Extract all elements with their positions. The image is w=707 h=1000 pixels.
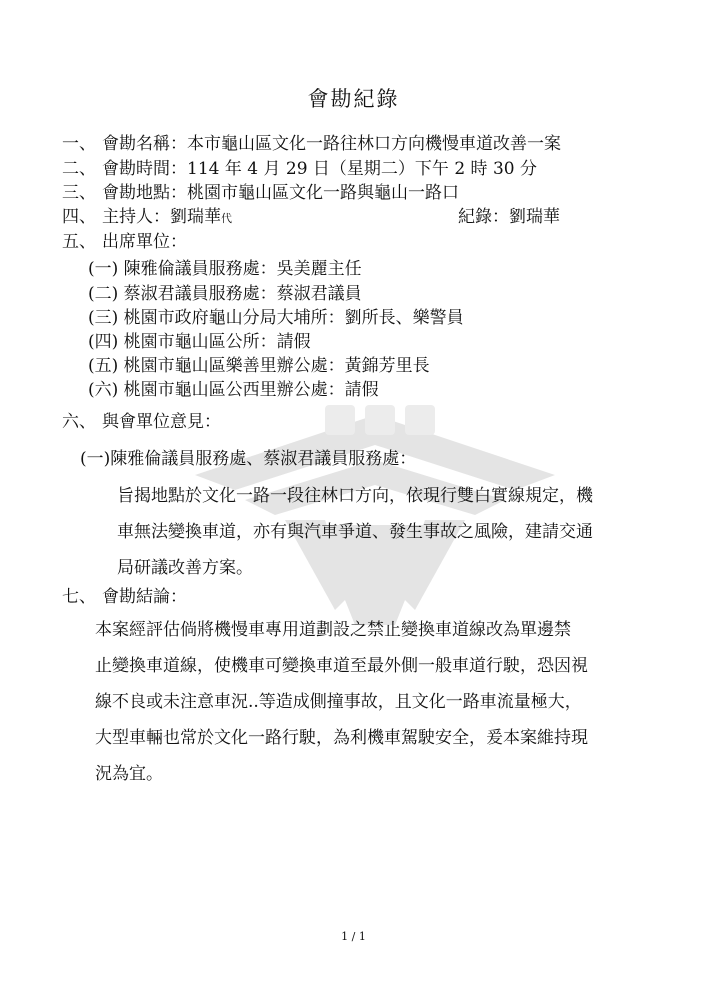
attendee-number: (三) xyxy=(88,308,119,328)
conclusion-line: 本案經評估倘將機慢車專用道劃設之禁止變換車道線改為單邊禁 xyxy=(95,620,571,640)
item-number: 七、 xyxy=(62,587,96,607)
attendee-number: (六) xyxy=(88,380,119,400)
item-number: 一、 xyxy=(62,134,96,154)
attendee-text: 桃園市龜山區樂善里辦公處：黃錦芳里長 xyxy=(123,356,430,376)
item-number: 五、 xyxy=(62,232,96,252)
opinion-line: 車無法變換車道，亦有與汽車爭道、發生事故之風險，建請交通 xyxy=(117,522,593,542)
attendee-number: (一) xyxy=(88,259,119,279)
attendee-item xyxy=(88,258,362,280)
item-number: 二、 xyxy=(62,159,96,179)
attendee-item xyxy=(88,307,464,329)
attendee-text: 桃園市龜山區公西里辦公處：請假 xyxy=(123,380,379,400)
item-meeting-location xyxy=(62,182,459,204)
opinion-body xyxy=(117,478,593,586)
recorder-label: 紀錄：劉瑞華 xyxy=(458,207,560,227)
opinion-line: 旨揭地點於文化一路一段往林口方向，依現行雙白實線規定，機 xyxy=(117,486,593,506)
attendee-number: (四) xyxy=(88,332,119,352)
item-meeting-time xyxy=(62,158,537,180)
attendee-item xyxy=(88,355,430,377)
attendee-item xyxy=(88,331,311,353)
item-opinions xyxy=(62,411,221,433)
page-title: 會勘紀錄 xyxy=(307,87,400,111)
item-text: 出席單位： xyxy=(102,232,187,252)
opinion-heading: (一)陳雅倫議員服務處、蔡淑君議員服務處： xyxy=(80,449,417,469)
attendee-text: 桃園市龜山區公所：請假 xyxy=(123,332,311,352)
conclusion-body xyxy=(95,612,588,792)
item-meeting-name xyxy=(62,133,561,155)
item-number: 三、 xyxy=(62,183,96,203)
conclusion-line: 大型車輛也常於文化一路行駛，為利機車駕駛安全，爰本案維持現 xyxy=(95,728,588,748)
item-host xyxy=(62,206,232,230)
item-text: 會勘名稱：本市龜山區文化一路往林口方向機慢車道改善一案 xyxy=(102,134,561,154)
item-text: 與會單位意見： xyxy=(102,412,221,432)
page-number: 1 / 1 xyxy=(341,930,366,943)
attendee-text: 桃園市政府龜山分局大埔所：劉所長、樂警員 xyxy=(123,308,464,328)
attendee-text: 陳雅倫議員服務處：吳美麗主任 xyxy=(123,259,362,279)
item-attendees xyxy=(62,231,187,253)
conclusion-line: 線不良或未注意車況..等造成側撞事故，且文化一路車流量極大， xyxy=(95,692,582,712)
conclusion-line: 止變換車道線，使機車可變換車道至最外側一般車道行駛，恐因視 xyxy=(95,656,588,676)
item-number: 四、 xyxy=(62,207,96,227)
attendee-number: (二) xyxy=(88,284,119,304)
host-label: 主持人：劉瑞華 xyxy=(102,207,221,227)
attendee-text: 蔡淑君議員服務處：蔡淑君議員 xyxy=(123,284,362,304)
attendee-number: (五) xyxy=(88,356,119,376)
conclusion-line: 況為宜。 xyxy=(95,764,163,784)
item-text: 會勘時間：114 年 4 月 29 日（星期二）下午 2 時 30 分 xyxy=(102,159,537,179)
opinion-line: 局研議改善方案。 xyxy=(117,558,253,578)
attendee-item xyxy=(88,283,362,305)
host-suffix: 代 xyxy=(221,212,232,225)
item-text: 會勘地點：桃園市龜山區文化一路與龜山一路口 xyxy=(102,183,459,203)
item-conclusion xyxy=(62,586,187,608)
item-number: 六、 xyxy=(62,412,96,432)
item-text: 會勘結論： xyxy=(102,587,187,607)
attendee-item xyxy=(88,379,379,401)
